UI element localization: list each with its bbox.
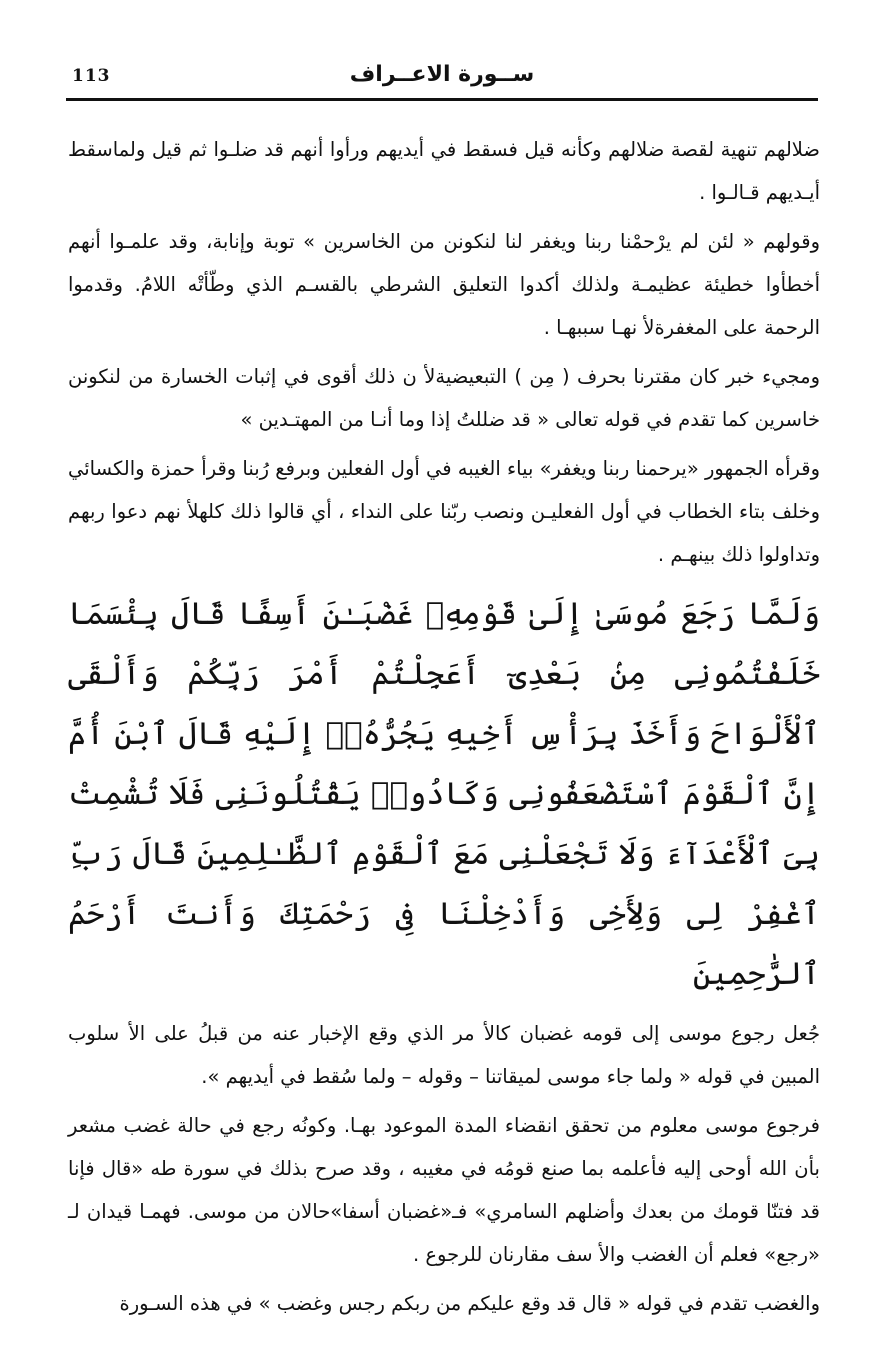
page-header: [66, 58, 818, 96]
paragraph: والغضب تقدم في قوله « قال قد وقع عليكم من ربكم رجس وغضب » في هذه السـورة: [119, 1292, 820, 1315]
body-text: [68, 128, 820, 1329]
paragraph: فرجوع موسى معلوم من تحقق انقضاء المدة الموعود بهـا. وكونُه رجع في حالة غضب مشعر بأن الله أوحى إليه فأعلمه بما صنع قومُه في مغيبه ، وقد صرح بذلك في سورة طه «قال فإنا قد فتنّا قومك من بعدك وأضلهم السامري» فـ«غضبان أسفا»حالان من موسى. فهمـا قيدان لـ «رجع» فعلم أن الغضب والأ سف مقارنان للرجوع .: [68, 1114, 820, 1266]
paragraph: وقرأه الجمهور «يرحمنا ربنا ويغفر» بياء الغيبه في أول الفعلين وبرفع رُبنا وقرأ حمزة والكسائي وخلف بتاء الخطاب في أول الفعليـن ونصب ربّنا على النداء ، أي قالوا ذلك كلهلأ نهم دعوا ربهم وتداولوا ذلك بينهـم .: [68, 457, 820, 566]
header-rule: [66, 98, 818, 101]
paragraph: وقولهم « لئن لم يرْحمْنا ربنا ويغفر لنا لنكونن من الخاسرين » توبة وإنابة، وقد علمـوا أنهم أخطأوا خطيئة عظيمـة ولذلك أكدوا التعليق الشرطي بالقسـم الذي وطّأتْه اللامُ. وقدموا الرحمة على المغفرةلأ نهـا سببهـا .: [68, 230, 820, 339]
paragraph: جُعل رجوع موسى إلى قومه غضبان كالأ مر الذي وقع الإخبار عنه من قبلُ على الأ سلوب المبين في قوله « ولما جاء موسى لميقاتنا – وقوله – ولما سُقط في أيديهم ».: [68, 1022, 820, 1088]
paragraph: ومجيء خبر كان مقترنا بحرف ( مِن ) التبعيضيةلأ ن ذلك أقوى في إثبات الخسارة من لنكونن خاسرين كما تقدم في قوله تعالى « قد ضللتُ إذا وما أنـا من المهتـدين »: [68, 365, 820, 431]
running-title: ســورة الاعــراف: [349, 62, 535, 87]
paragraph: ضلالهم تنهية لقصة ضلالهم وكأنه قيل فسقط في أيديهم ورأوا أنهم قد ضلـوا ثم قيل ولماسقط أيـديهم قـالـوا .: [68, 138, 820, 204]
quran-verse: وَلَمَّا رَجَعَ مُوسَىٰ إِلَىٰ قَوْمِهِۦ غَضْبَـٰنَ أَسِفًا قَالَ بِئْسَمَا خَلَفْتُمُونِى مِنۢ بَعْدِىٓ أَعَجِلْتُمْ أَمْرَ رَبِّكُمْ وَأَلْقَى ٱلْأَلْوَاحَ وَأَخَذَ بِرَأْسِ أَخِيهِ يَجُرُّهُۥٓ إِلَيْهِ قَالَ ٱبْنَ أُمَّ إِنَّ ٱلْقَوْمَ ٱسْتَضْعَفُونِى وَكَادُوا۟ يَقْتُلُونَنِى فَلَا تُشْمِتْ بِىَ ٱلْأَعْدَآءَ وَلَا تَجْعَلْنِى مَعَ ٱلْقَوْمِ ٱلظَّـٰلِمِينَ قَالَ رَبِّ ٱغْفِرْ لِى وَلِأَخِى وَأَدْخِلْنَا فِى رَحْمَتِكَ وَأَنتَ أَرْحَمُ ٱلرَّٰحِمِينَ: [68, 596, 820, 992]
page-number: 113: [72, 66, 111, 86]
